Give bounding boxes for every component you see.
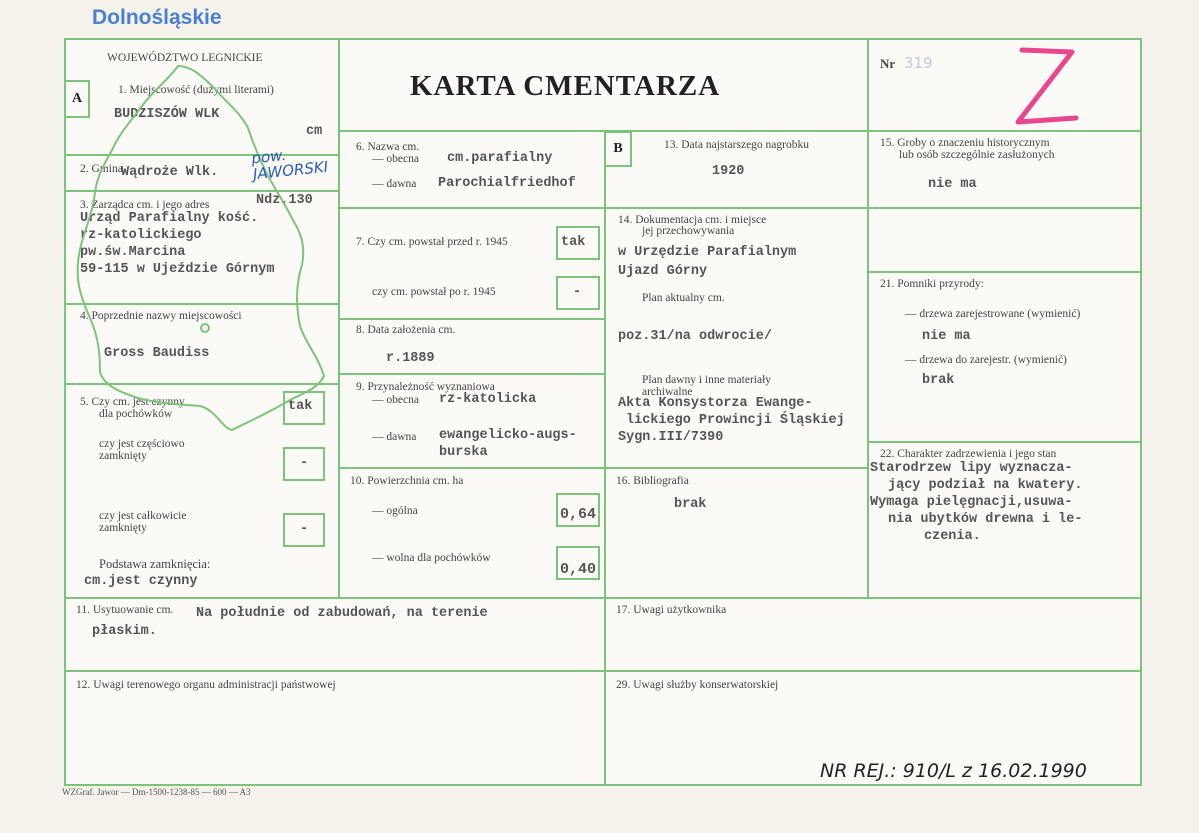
grid-line xyxy=(339,207,1142,209)
field-7-before-label: 7. Czy cm. powstał przed r. 1945 xyxy=(356,236,508,248)
field-17-label: 17. Uwagi użytkownika xyxy=(616,604,727,616)
field-22-line: jący podział na kwatery. xyxy=(888,478,1083,493)
grid-line xyxy=(64,303,339,305)
field-1-label: 1. Miejscowość (dużymi literami) xyxy=(118,84,274,96)
field-3-line: rz-katolickiego xyxy=(80,228,202,243)
field-15-label-cont: lub osób szczególnie zasłużonych xyxy=(899,149,1055,161)
field-9-former-line: ewangelicko-augs- xyxy=(439,428,577,443)
grid-line xyxy=(867,40,869,598)
field-3-label: 3. Zarządca cm. i jego adres xyxy=(80,199,210,211)
number-label: Nr xyxy=(880,56,896,71)
field-22-label: 22. Charakter zadrzewienia i jego stan xyxy=(880,448,1057,460)
field-3-line: pw.św.Marcina xyxy=(80,245,186,260)
field-14-old-line: Sygn.III/7390 xyxy=(618,430,724,445)
field-1-suffix: cm xyxy=(306,124,323,139)
field-5-value: tak xyxy=(288,399,313,414)
grid-line xyxy=(868,271,1142,273)
field-22-line: czenia. xyxy=(924,529,981,544)
field-13-value: 1920 xyxy=(712,164,745,179)
field-22-line: nia ubytków drewna i le- xyxy=(888,512,1083,527)
field-9-former-line: burska xyxy=(439,445,488,460)
field-5-partial-label-cont: zamknięty xyxy=(99,450,147,462)
field-2-label: 2. Gmina xyxy=(80,163,123,175)
grid-line xyxy=(339,318,605,320)
field-6-former-label: — dawna xyxy=(372,178,417,190)
field-9-current: rz-katolicka xyxy=(439,392,537,407)
field-10-free-label: — wolna dla pochówków xyxy=(372,552,491,564)
grid-line xyxy=(868,441,1142,443)
grid-line xyxy=(339,467,868,469)
field-7-after-label: czy cm. powstał po r. 1945 xyxy=(372,286,496,298)
field-11-value: Na południe od zabudowań, na terenie xyxy=(196,606,488,621)
grid-line xyxy=(64,670,1142,672)
field-21-toreg-label: — drzewa do zarejestr. (wymienić) xyxy=(905,354,1067,366)
field-10-total-label: — ogólna xyxy=(372,505,418,517)
field-11-label: 11. Usytuowanie cm. xyxy=(76,604,174,616)
grid-line xyxy=(64,383,339,385)
field-14-label-cont: jej przechowywania xyxy=(642,225,735,237)
field-15-value: nie ma xyxy=(928,177,977,192)
field-14-old-line: Akta Konsystorza Ewange- xyxy=(618,396,813,411)
field-5-partial-value: - xyxy=(300,456,309,471)
page-title: KARTA CMENTARZA xyxy=(410,70,721,102)
grid-line xyxy=(64,597,1142,599)
grade-mark xyxy=(1040,84,1041,85)
field-5-full-label: czy jest całkowicie xyxy=(99,510,187,522)
field-14-old-line: lickiego Prowincji Śląskiej xyxy=(626,413,845,428)
field-10-free: 0,40 xyxy=(560,561,597,578)
section-a-box: A xyxy=(64,80,90,118)
grid-line xyxy=(339,373,605,375)
number-value: 319 xyxy=(904,54,933,72)
field-5-basis-value: cm.jest czynny xyxy=(84,574,198,589)
field-6-current: cm.parafialny xyxy=(447,151,553,166)
field-8-label: 8. Data założenia cm. xyxy=(356,324,456,336)
field-7-before: tak xyxy=(561,235,586,250)
field-9-current-label: — obecna xyxy=(372,394,419,406)
field-3-line: Urząd Parafialny kość. xyxy=(80,211,259,226)
field-5-full-value: - xyxy=(300,522,309,537)
field-10-label: 10. Powierzchnia cm. ha xyxy=(350,475,464,487)
field-6-current-label: — obecna xyxy=(372,153,419,165)
field-21-reg-label: — drzewa zarejestrowane (wymienić) xyxy=(905,308,1081,320)
print-footer: WZGraf. Jawor — Dm-1500-1238-85 — 600 — A3 xyxy=(62,787,251,797)
field-10-total: 0,64 xyxy=(560,506,597,523)
field-9-label: 9. Przynależność wyznaniowa xyxy=(356,381,495,393)
field-14-old-label: Plan dawny i inne materiały xyxy=(642,374,772,386)
field-22-line: Starodrzew lipy wyznacza- xyxy=(870,461,1073,476)
field-3-line: 59-115 w Ujeździe Górnym xyxy=(80,262,275,277)
field-4-label: 4. Poprzednie nazwy miejscowości xyxy=(80,310,242,322)
field-14-label: 14. Dokumentacja cm. i miejsce xyxy=(618,214,767,226)
field-5-partial-label: czy jest częściowo xyxy=(99,438,185,450)
field-14-plan-value: poz.31/na odwrocie/ xyxy=(618,329,772,344)
section-b-box: B xyxy=(604,131,632,167)
field-12-label: 12. Uwagi terenowego organu administracji państwowej xyxy=(76,679,336,691)
field-5-full-label-cont: zamknięty xyxy=(99,522,147,534)
field-5-label-cont: dla pochówków xyxy=(99,408,173,420)
field-2-value: Wądroże Wlk. xyxy=(121,165,219,180)
field-1-value: BUDZISZÓW WLK xyxy=(114,107,220,122)
field-14-value-cont: Ujazd Górny xyxy=(618,264,708,279)
field-11-value-cont: płaskim. xyxy=(92,624,157,639)
grid-line xyxy=(604,130,606,786)
field-29-label: 29. Uwagi służby konserwatorskiej xyxy=(616,679,779,691)
field-16-value: brak xyxy=(674,497,707,512)
handwritten-county: pow. JAWORSKI xyxy=(250,145,329,184)
field-14-value: w Urzędzie Parafialnym xyxy=(618,245,797,260)
field-8-value: r.1889 xyxy=(386,351,435,366)
field-6-former: Parochialfriedhof xyxy=(438,176,576,191)
field-21-label: 21. Pomniki przyrody: xyxy=(880,278,984,290)
voivodeship-label: WOJEWÓDZTWO LEGNICKIE xyxy=(107,52,263,64)
grid-line xyxy=(868,130,1142,132)
field-5-label: 5. Czy cm. jest czynny xyxy=(80,396,185,408)
field-5-basis-label: Podstawa zamknięcia: xyxy=(99,557,211,571)
field-15-label: 15. Groby o znaczeniu historycznym xyxy=(880,137,1050,149)
registration-number: NR REJ.: 910/L z 16.02.1990 xyxy=(820,760,1087,782)
field-21-toreg-value: brak xyxy=(922,373,955,388)
field-14-plan-label: Plan aktualny cm. xyxy=(642,292,725,304)
field-22-line: Wymaga pielęgnacji,usuwa- xyxy=(870,495,1073,510)
field-4-value: Gross Baudiss xyxy=(104,346,210,361)
field-7-after: - xyxy=(573,285,582,300)
field-16-label: 16. Bibliografia xyxy=(616,475,689,487)
field-21-reg-value: nie ma xyxy=(922,329,971,344)
field-9-former-label: — dawna xyxy=(372,431,417,443)
field-3-line: Ndz.130 xyxy=(256,193,313,208)
field-6-label: 6. Nazwa cm. xyxy=(356,141,420,153)
grid-line xyxy=(64,190,339,192)
field-14-old-label-cont: archiwalne xyxy=(642,386,693,398)
region-stamp: Dolnośląskie xyxy=(92,6,222,29)
field-13-label: 13. Data najstarszego nagrobku xyxy=(664,139,809,151)
